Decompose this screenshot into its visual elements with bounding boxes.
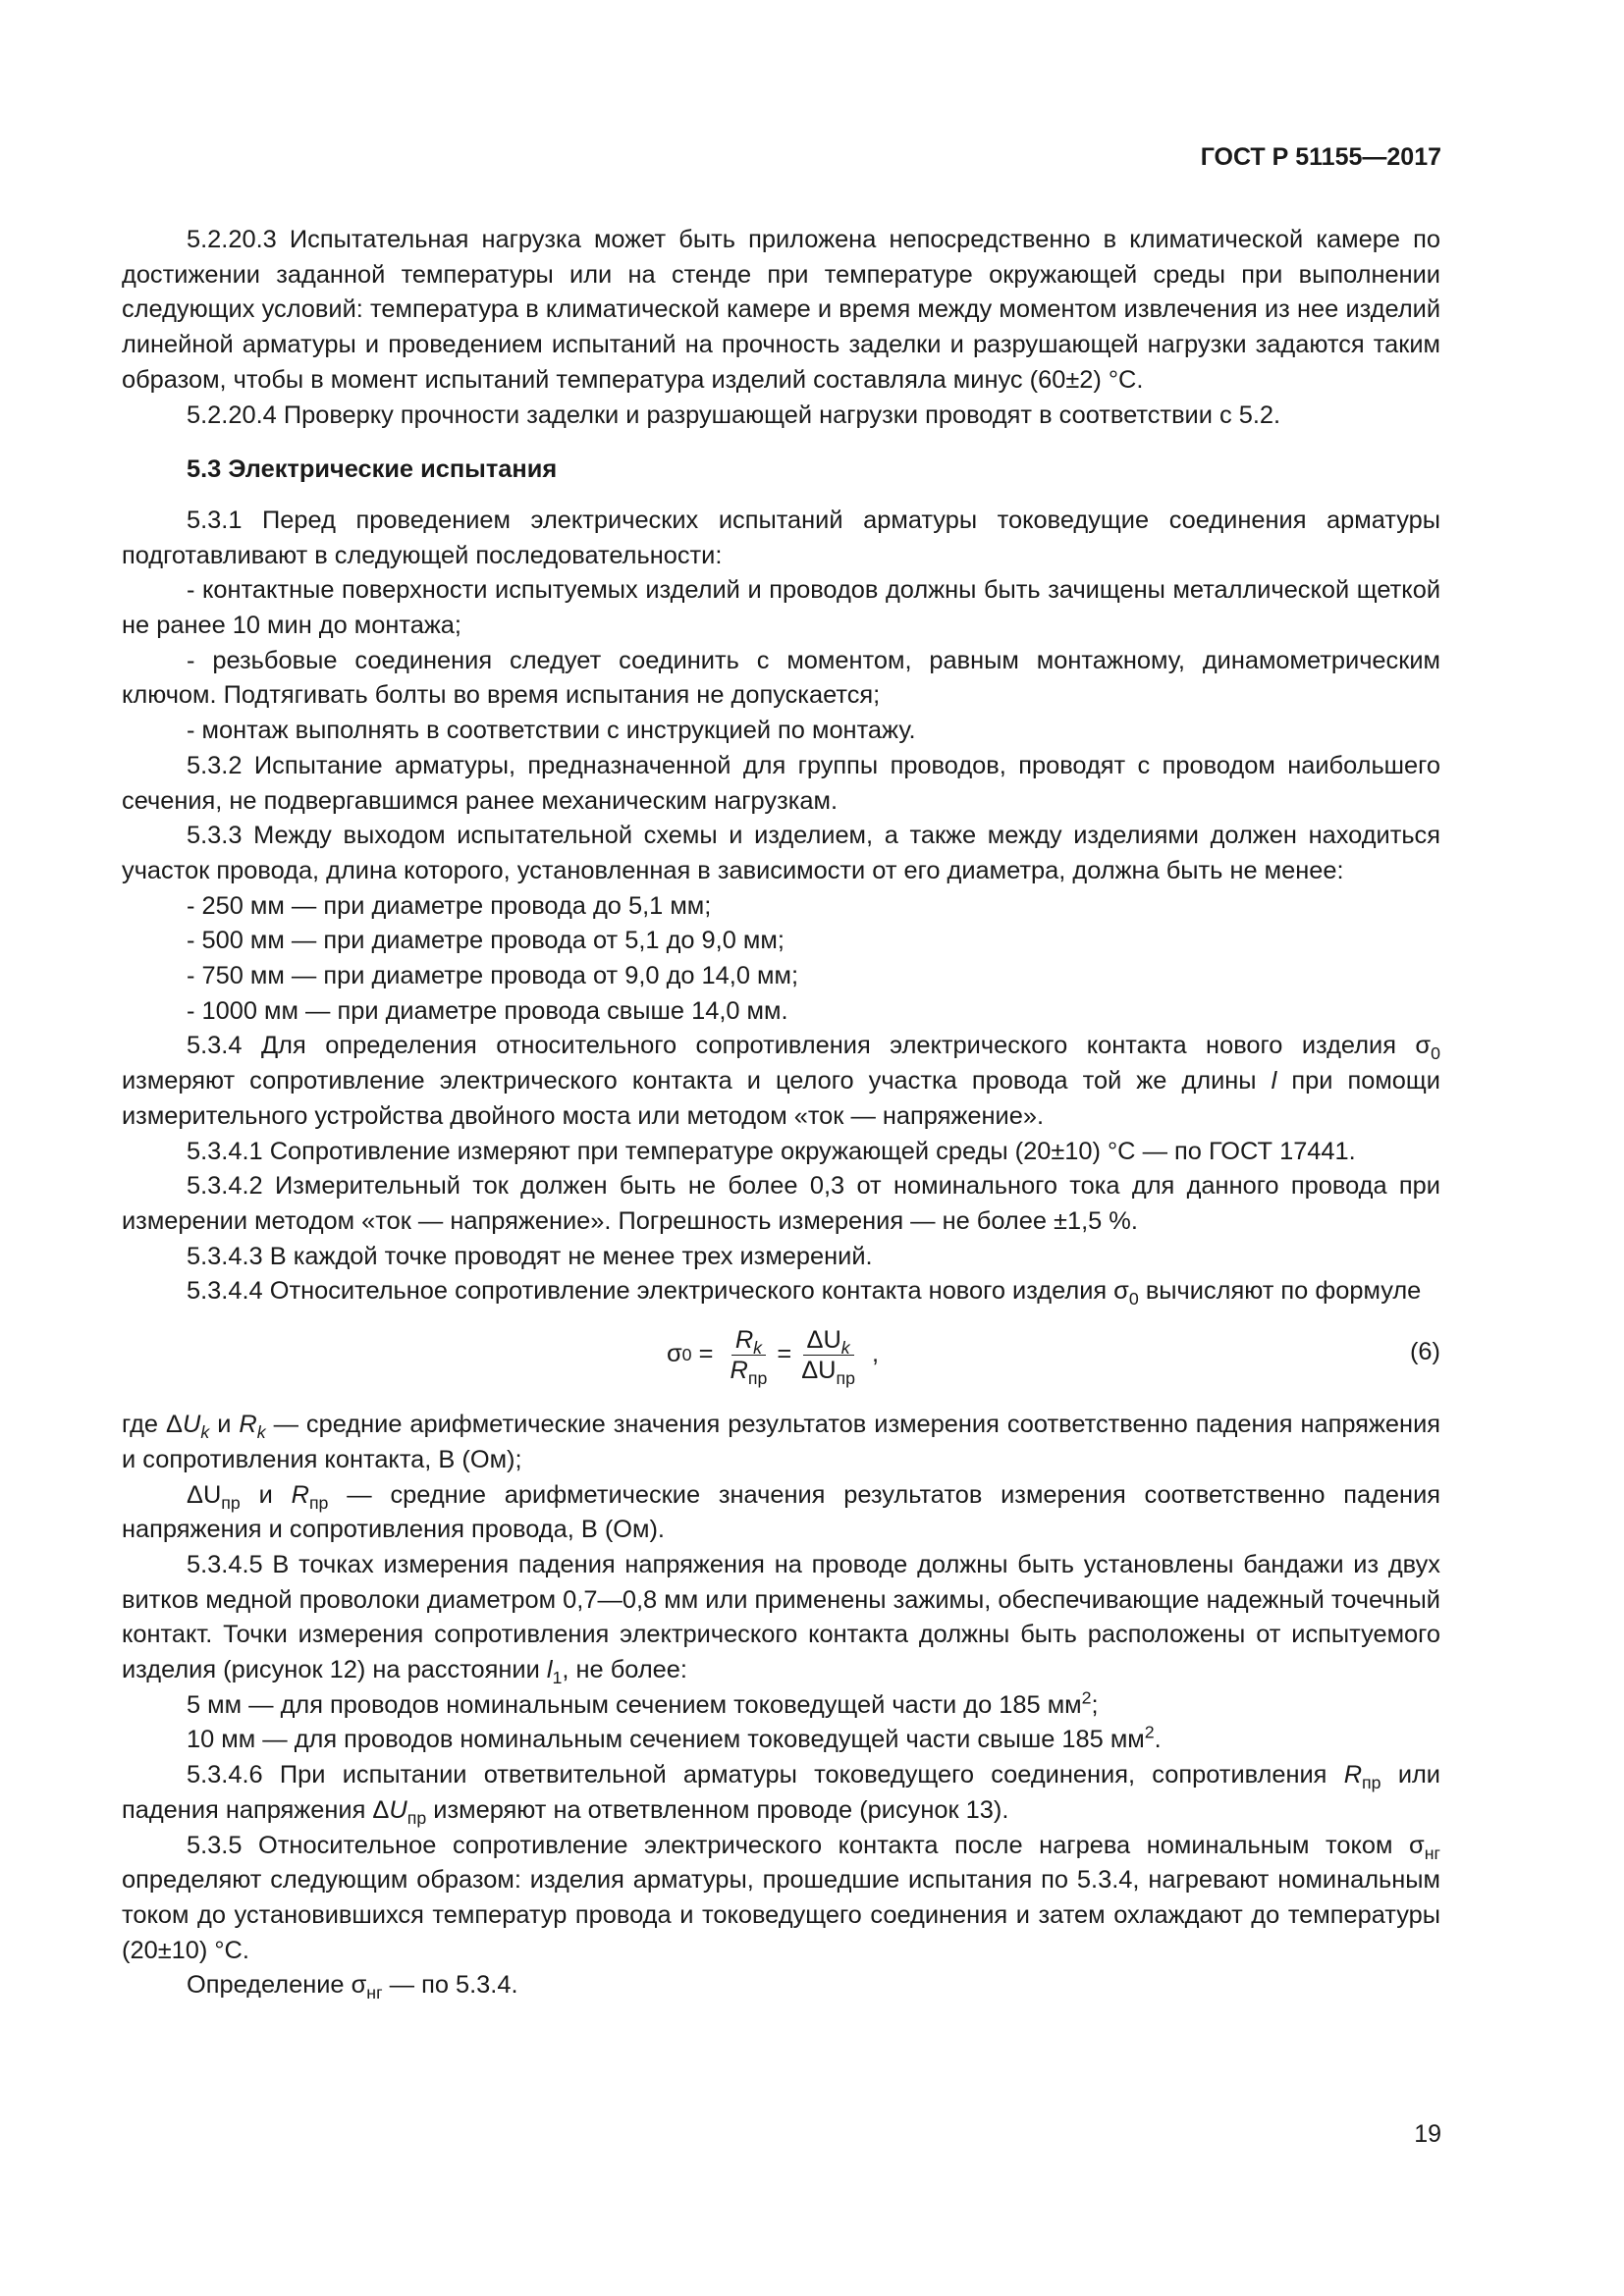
paragraph-5-3-1: 5.3.1 Перед проведением электрических испытаний арматуры токоведущие соединения арматуры подготавливают в следующей последовательности: — [122, 506, 1440, 569]
paragraph-5-3-4-3: 5.3.4.3 В каждой точке проводят не менее трех измерений. — [187, 1242, 873, 1270]
distance-item-5mm: 5 мм — для проводов номинальным сечением токоведущей части до 185 $мм^2$; — [187, 1687, 1099, 1719]
list-item: - 250 мм — при диаметре провода до 5,1 мм; — [187, 891, 712, 920]
distance-item-10mm: 10 мм — для проводов номинальным сечением токоведущей части свыше 185 $мм^2$. — [187, 1722, 1162, 1754]
paragraph-5-3-4-2: 5.3.4.2 Измерительный ток должен быть не более 0,3 от номинального тока для данного провода при измерении методом «ток — напряжение». Погрешность измерения — не более ±1,5 %. — [122, 1172, 1440, 1235]
list-item: - 750 мм — при диаметре провода от 9,0 до 14,0 мм; — [187, 962, 798, 990]
page-number: 19 — [1414, 2120, 1441, 2148]
paragraph-5-3-4-1: 5.3.4.1 Сопротивление измеряют при температуре окружающей среды (20±10) °С — по ГОСТ 17441. — [187, 1137, 1356, 1165]
where-clause-2: $\Delta U_{пр}$ и $R_{пр}$ — средние арифметические значения результатов измерения соответственно падения напряжения и сопротивления провода, В (Ом). — [122, 1480, 1441, 1544]
list-item: - 1000 мм — при диаметре провода свыше 14,0 мм. — [187, 996, 788, 1025]
section-heading-5-3: 5.3 Электрические испытания — [187, 455, 558, 484]
paragraph-5-3-1-item-a: - контактные поверхности испытуемых изделий и проводов должны быть зачищены металлической щеткой не ранее 10 мин до монтажа; — [122, 576, 1440, 640]
paragraph-5-3-4-4: 5.3.4.4 Относительное сопротивление электрического контакта нового изделия $\sigma_0$ вычисляют по формуле — [187, 1277, 1422, 1309]
paragraph-5-3-4-5: 5.3.4.5 В точках измерения падения напряжения на проводе должны быть установлены бандажи из двух витков медной проволоки диаметром 0,7—0,8 мм или применены зажимы, обеспечивающие надежный точечный контакт. Точки измерения сопротивления электрического контакта должны быть расположены от испытуемого изделия (рисунок 12) на расстоянии $l_1$, не более: — [122, 1550, 1440, 1688]
equation-number: (6) — [1409, 1338, 1440, 1366]
paragraph-5-2-20-4: 5.2.20.4 Проверку прочности заделки и разрушающей нагрузки проводят в соответствии с 5.2. — [187, 400, 1281, 429]
fraction-u: $\frac{\Delta U_k}{\Delta U_{пр}}$ — [801, 1325, 855, 1388]
paragraph-5-3-4: 5.3.4 Для определения относительного сопротивления электрического контакта нового изделия $\sigma_0$ измеряют сопротивление электрического контакта и целого участка провода той же длины l при помощи измерительного устройства двойного моста или методом «ток — напряжение». — [122, 1032, 1440, 1130]
fraction-r: $\frac{R_k}{R_{пр}}$ — [730, 1325, 768, 1388]
paragraph-5-3-4-6: 5.3.4.6 При испытании ответвительной арматуры токоведущего соединения, сопротивления $R_{пр}$ или падения напряжения $\Delta U_{пр}$ измеряют на ответвленном проводе (рисунок 13). — [122, 1761, 1440, 1828]
formula-6 — [122, 1313, 1440, 1396]
paragraph-5-3-1-item-c: - монтаж выполнять в соответствии с инструкцией по монтажу. — [187, 717, 916, 745]
paragraph-5-3-3: 5.3.3 Между выходом испытательной схемы и изделием, а также между изделиями должен находиться участок провода, длина которого, установленная в зависимости от его диаметра, должна быть не менее: — [122, 822, 1440, 884]
paragraph-definition: Определение $\sigma_{нг}$ — по 5.3.4. — [187, 1971, 518, 2003]
paragraph-5-3-5: 5.3.5 Относительное сопротивление электрического контакта после нагрева номинальным током $\sigma_{нг}$ определяют следующим образом: изделия арматуры, прошедшие испытания по 5.3.4, нагревают номинальным током до установившихся температур провода и токоведущего соединения и затем охлаждают до температуры (20±10) °С. — [122, 1831, 1440, 1964]
formula-expression: σ 0 = $\frac{R_k}{R_{пр}}$ = $\frac{\Delta U_k}{\Delta U_{пр}}$ , — [667, 1325, 880, 1388]
standard-header: ГОСТ Р 51155—2017 — [1200, 143, 1441, 171]
document-body — [122, 223, 1440, 2003]
list-item: - 500 мм — при диаметре провода от 5,1 до 9,0 мм; — [187, 927, 785, 955]
paragraph-5-3-2: 5.3.2 Испытание арматуры, предназначенной для группы проводов, проводят с проводом наибольшего сечения, не подвергавшимся ранее механическим нагрузкам. — [122, 751, 1440, 815]
where-clause-1: где $\Delta U_k$ и $R_k$ — средние арифметические значения результатов измерения соответственно падения напряжения и сопротивления контакта, В (Ом); — [122, 1411, 1440, 1473]
paragraph-5-2-20-3: 5.2.20.3 Испытательная нагрузка может быть приложена непосредственно в климатической камере по достижении заданной температуры или на стенде при температуре окружающей среды при выполнении следующих условий: температура в климатической камере и время между моментом извлечения из нее изделий линейной арматуры и проведением испытаний на прочность заделки и разрушающей нагрузки задаются таким образом, чтобы в момент испытаний температура изделий составляла минус (60±2) °С. — [122, 226, 1440, 394]
paragraph-5-3-1-item-b: - резьбовые соединения следует соединить с моментом, равным монтажному, динамометрическим ключом. Подтягивать болты во время испытания не допускается; — [122, 646, 1440, 710]
